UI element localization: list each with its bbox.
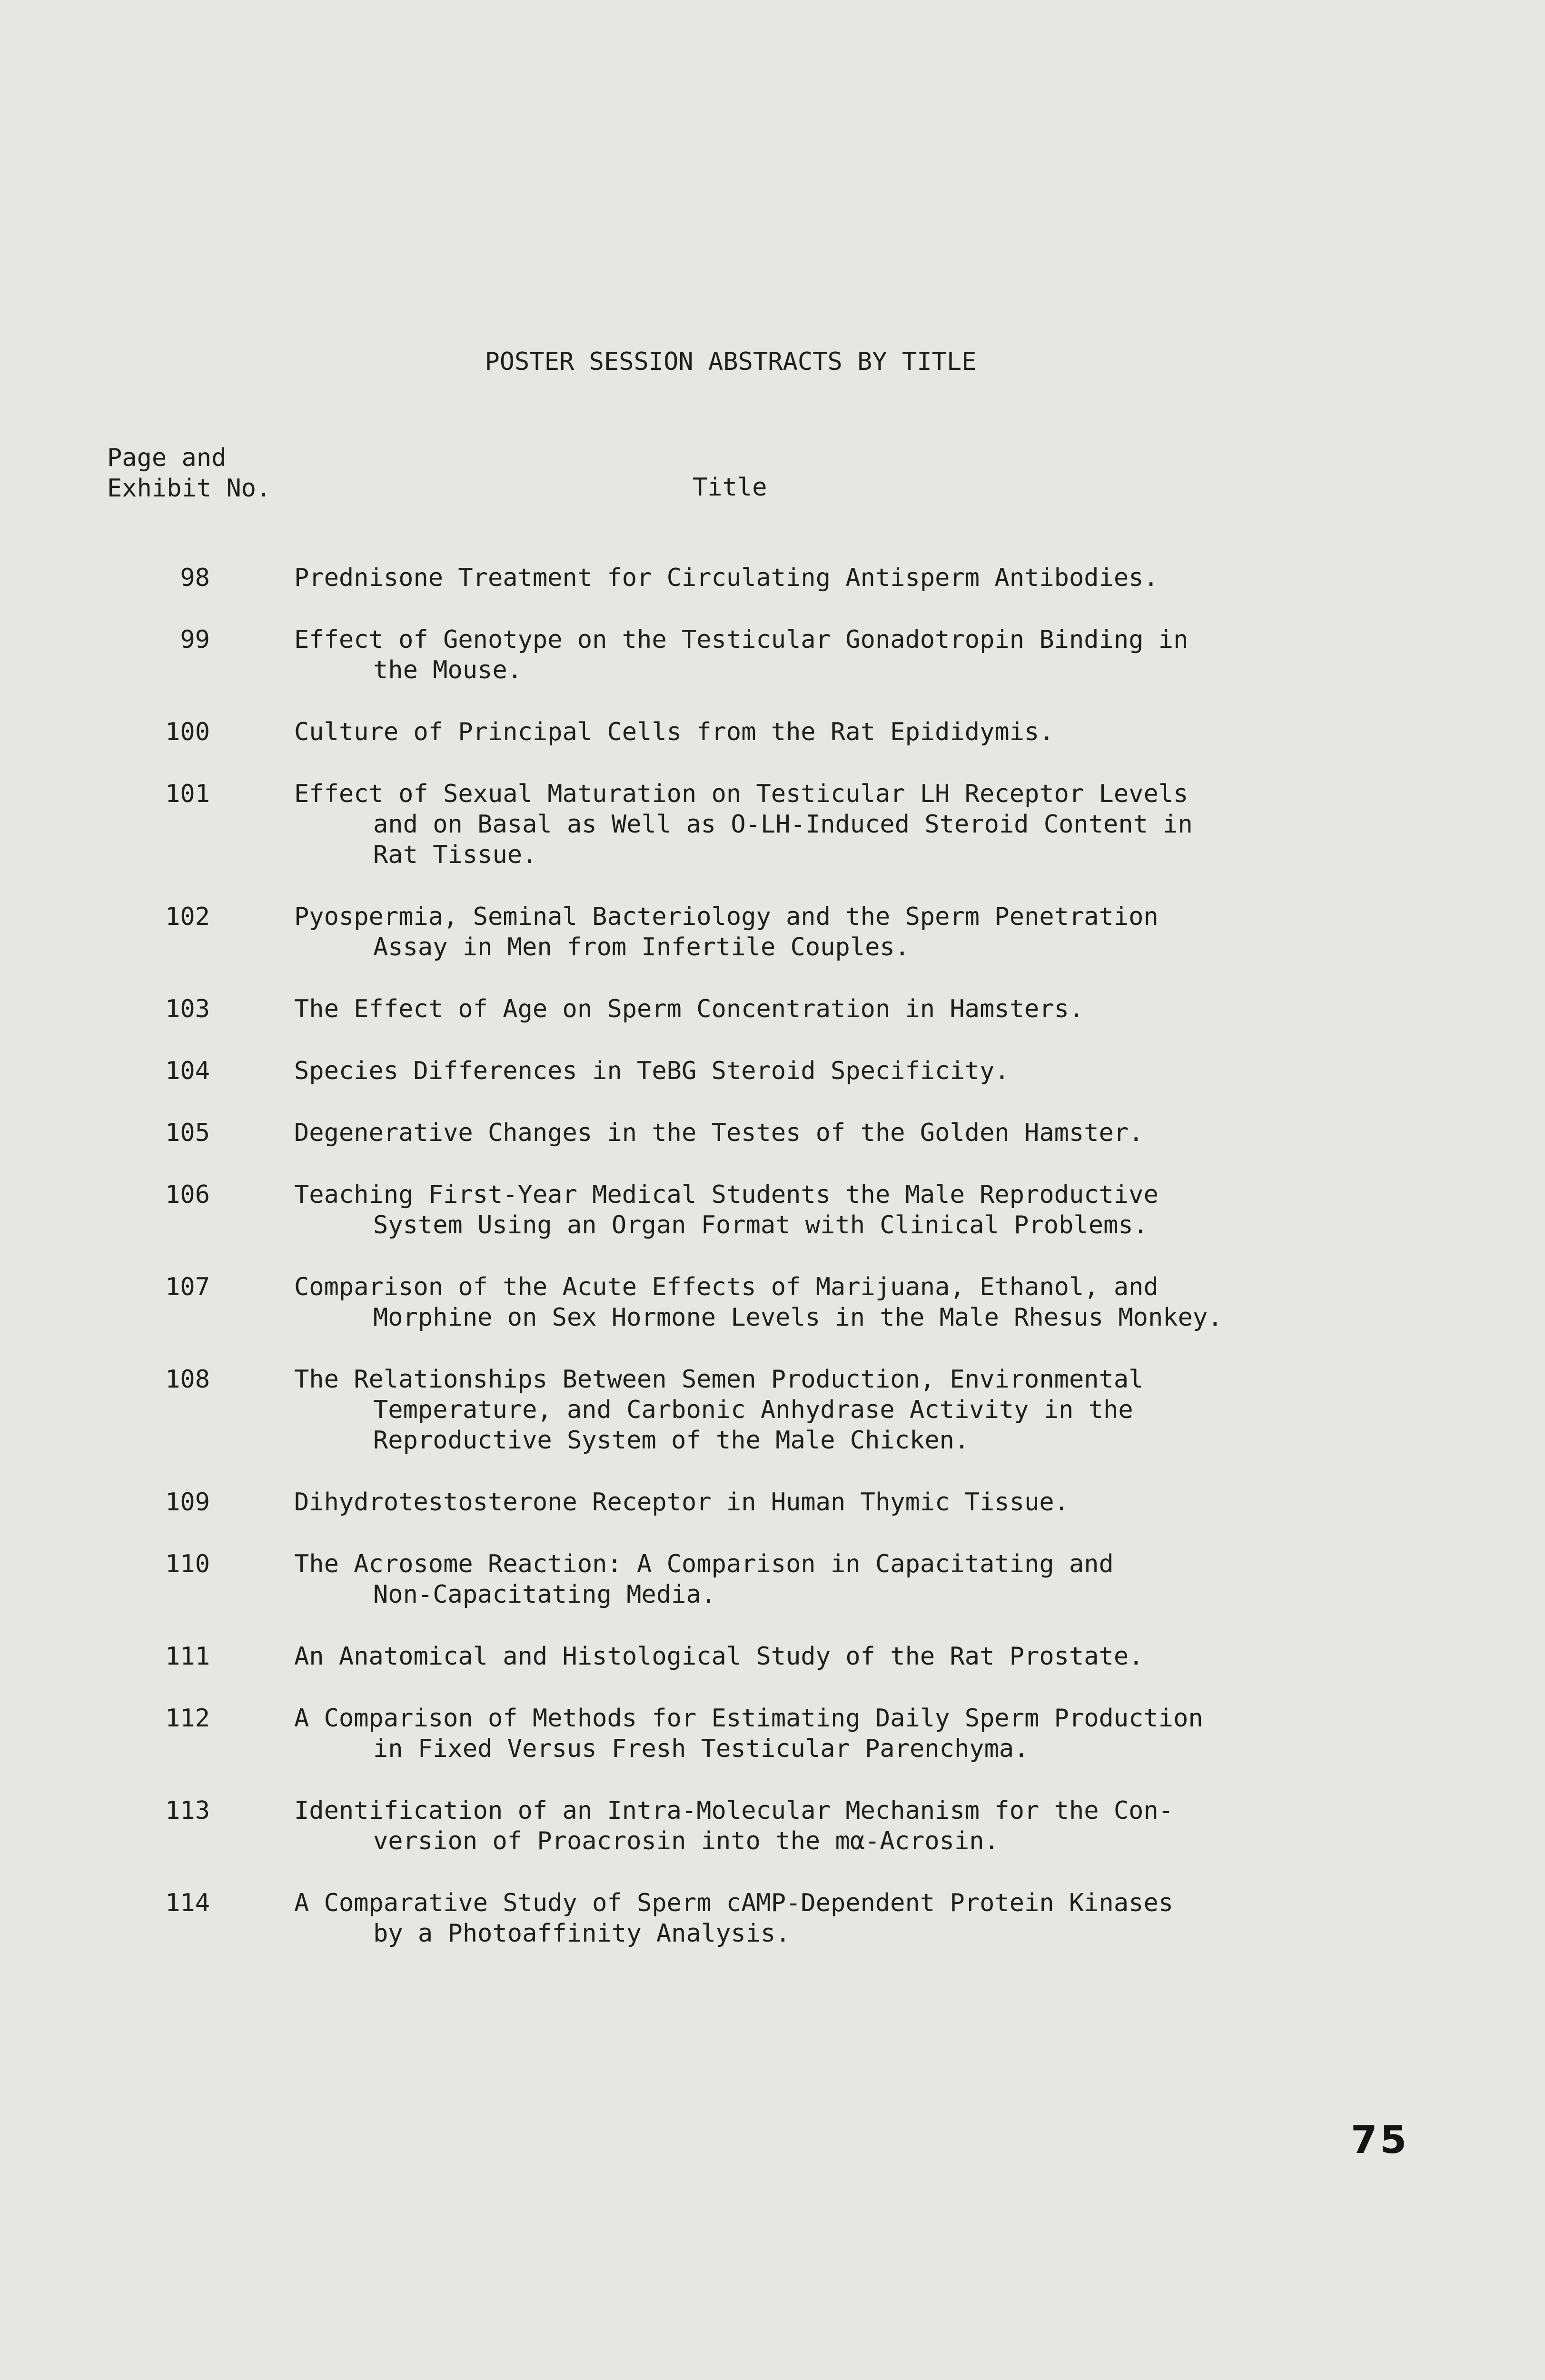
abstract-title-line: Rat Tissue. xyxy=(373,841,537,869)
abstract-title xyxy=(294,1180,1279,1240)
abstract-title xyxy=(294,1888,1279,1949)
abstract-entry xyxy=(0,902,1545,962)
abstract-title xyxy=(294,1272,1279,1333)
abstract-title-line: Non-Capacitating Media. xyxy=(373,1580,716,1609)
abstract-title xyxy=(294,625,1279,685)
column-header-number xyxy=(107,443,271,504)
abstract-entry xyxy=(0,717,1545,747)
abstract-entry xyxy=(0,1549,1545,1610)
exhibit-number: 110 xyxy=(165,1550,210,1578)
column-header-title: Title xyxy=(693,473,767,502)
exhibit-number: 114 xyxy=(165,1889,210,1917)
abstract-title-line: in Fixed Versus Fresh Testicular Parenchyma. xyxy=(373,1735,1029,1763)
abstract-title xyxy=(294,902,1279,962)
abstract-title xyxy=(294,1795,1279,1856)
column-header-number-line2: Exhibit No. xyxy=(107,474,271,503)
abstract-entry xyxy=(0,1795,1545,1856)
page-number: 75 xyxy=(1351,2118,1410,2162)
abstract-title-line: and on Basal as Well as O-LH-Induced Steroid Content in xyxy=(373,810,1193,839)
abstract-title-line: The Acrosome Reaction: A Comparison in Capacitating and xyxy=(294,1550,1114,1578)
abstract-entry xyxy=(0,1118,1545,1148)
abstract-entry xyxy=(0,1703,1545,1764)
abstract-title xyxy=(294,779,1279,870)
abstract-title-line: Identification of an Intra-Molecular Mechanism for the Con- xyxy=(294,1796,1174,1825)
column-header-number-line1: Page and xyxy=(107,444,227,472)
exhibit-number: 112 xyxy=(165,1704,210,1733)
abstract-entry xyxy=(0,1056,1545,1086)
abstract-title-line: version of Proacrosin into the mα-Acrosin. xyxy=(373,1827,999,1855)
abstract-title-line: A Comparative Study of Sperm cAMP-Dependent Protein Kinases xyxy=(294,1889,1174,1917)
abstract-title-line: The Relationships Between Semen Production, Environmental xyxy=(294,1365,1144,1394)
exhibit-number: 109 xyxy=(165,1488,210,1517)
exhibit-number: 107 xyxy=(165,1273,210,1301)
abstract-title-line: Dihydrotestosterone Receptor in Human Thymic Tissue. xyxy=(294,1488,1069,1517)
abstract-title-line: System Using an Organ Format with Clinical Problems. xyxy=(373,1211,1148,1240)
exhibit-number: 101 xyxy=(165,780,210,808)
abstract-title xyxy=(294,563,1279,593)
abstract-title-line: Degenerative Changes in the Testes of the Golden Hamster. xyxy=(294,1119,1144,1147)
abstract-entry xyxy=(0,625,1545,685)
exhibit-number: 106 xyxy=(165,1180,210,1209)
abstract-title-line: Assay in Men from Infertile Couples. xyxy=(373,933,910,962)
abstract-title-line: An Anatomical and Histological Study of the Rat Prostate. xyxy=(294,1642,1144,1671)
abstract-title-line: Reproductive System of the Male Chicken. xyxy=(373,1426,970,1455)
exhibit-number: 111 xyxy=(165,1642,210,1671)
exhibit-number: 105 xyxy=(165,1119,210,1147)
exhibit-number: 100 xyxy=(165,718,210,746)
abstract-title-line: Morphine on Sex Hormone Levels in the Male Rhesus Monkey. xyxy=(373,1303,1223,1332)
abstract-title xyxy=(294,717,1279,747)
abstract-title xyxy=(294,1118,1279,1148)
abstract-entry xyxy=(0,1487,1545,1517)
abstract-entry xyxy=(0,1180,1545,1240)
exhibit-number: 103 xyxy=(165,995,210,1023)
abstract-list xyxy=(0,563,1545,1980)
abstract-title xyxy=(294,1364,1279,1456)
abstract-title xyxy=(294,1641,1279,1672)
abstract-title-line: Effect of Sexual Maturation on Testicular LH Receptor Levels xyxy=(294,780,1188,808)
abstract-title xyxy=(294,1549,1279,1610)
abstract-title-line: The Effect of Age on Sperm Concentration in Hamsters. xyxy=(294,995,1084,1023)
abstract-title-line: Teaching First-Year Medical Students the Male Reproductive xyxy=(294,1180,1159,1209)
abstract-title-line: Effect of Genotype on the Testicular Gonadotropin Binding in xyxy=(294,625,1188,654)
abstract-title-line: Culture of Principal Cells from the Rat Epididymis. xyxy=(294,718,1054,746)
exhibit-number: 98 xyxy=(180,564,210,592)
abstract-entry xyxy=(0,1888,1545,1949)
page-title: POSTER SESSION ABSTRACTS BY TITLE xyxy=(485,347,977,376)
abstract-entry xyxy=(0,1272,1545,1333)
abstract-title-line: Temperature, and Carbonic Anhydrase Activity in the xyxy=(373,1396,1133,1424)
abstract-title-line: the Mouse. xyxy=(373,656,523,684)
exhibit-number: 104 xyxy=(165,1057,210,1085)
abstract-entry xyxy=(0,1641,1545,1672)
exhibit-number: 102 xyxy=(165,902,210,931)
abstract-entry xyxy=(0,563,1545,593)
abstract-entry xyxy=(0,1364,1545,1456)
exhibit-number: 113 xyxy=(165,1796,210,1825)
abstract-title-line: Prednisone Treatment for Circulating Antisperm Antibodies. xyxy=(294,564,1159,592)
abstract-entry xyxy=(0,779,1545,870)
abstract-title xyxy=(294,1703,1279,1764)
abstract-entry xyxy=(0,994,1545,1024)
abstract-title xyxy=(294,994,1279,1024)
abstract-title-line: A Comparison of Methods for Estimating Daily Sperm Production xyxy=(294,1704,1203,1733)
abstract-title xyxy=(294,1487,1279,1517)
abstract-title-line: Comparison of the Acute Effects of Marijuana, Ethanol, and xyxy=(294,1273,1159,1301)
exhibit-number: 108 xyxy=(165,1365,210,1394)
abstract-title-line: by a Photoaffinity Analysis. xyxy=(373,1919,791,1948)
abstract-title xyxy=(294,1056,1279,1086)
abstract-title-line: Species Differences in TeBG Steroid Specificity. xyxy=(294,1057,1010,1085)
abstract-title-line: Pyospermia, Seminal Bacteriology and the Sperm Penetration xyxy=(294,902,1159,931)
exhibit-number: 99 xyxy=(180,625,210,654)
